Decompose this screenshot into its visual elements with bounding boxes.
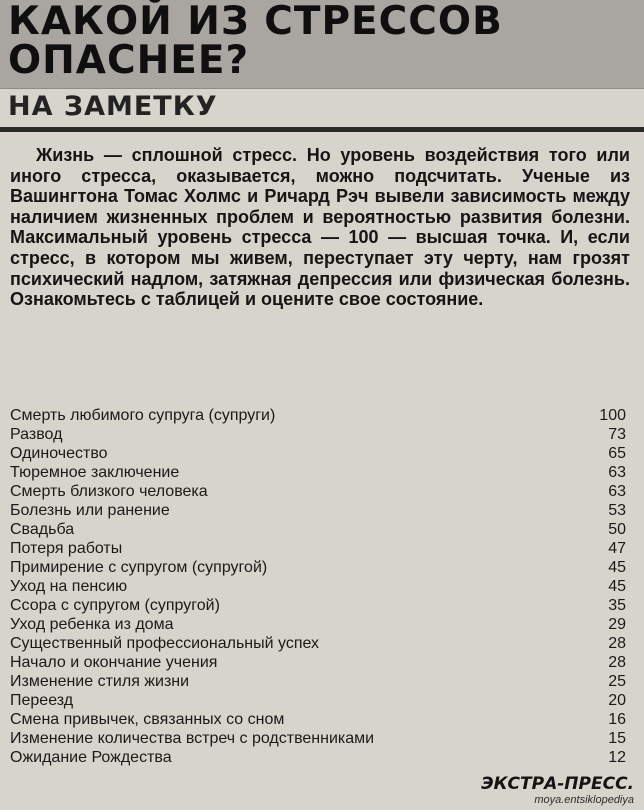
table-row — [10, 482, 626, 501]
publication-name: ЭКСТРА-ПРЕСС. — [481, 774, 634, 794]
table-row — [10, 748, 626, 767]
table-row — [10, 501, 626, 520]
table-row — [10, 463, 626, 482]
stress-table — [10, 406, 626, 767]
heading-rule — [0, 127, 644, 132]
event-name: Существенный профессиональный успех — [10, 635, 320, 652]
table-row — [10, 672, 626, 691]
stress-score: 20 — [608, 692, 626, 709]
event-name: Переезд — [10, 692, 74, 709]
table-row — [10, 406, 626, 425]
lead-paragraph: Жизнь — сплошной стресс. Но уровень воздействия того или иного стресса, оказывается, можно подсчитать. Ученые из Вашингтона Томас Холмс и Ричард Рэч вывели зависимость между наличием жизненных проблем и вероятностью развития болезни. Максимальный уровень стресса — 100 — высшая точка. И, если стресс, в котором мы живем, переступает эту черту, нам грозят психический надлом, затяжная депрессия или физическая болезнь. Ознакомьтесь с таблицей и оцените свое состояние. — [10, 145, 630, 310]
event-name: Болезнь или ранение — [10, 502, 170, 519]
table-row — [10, 653, 626, 672]
stress-score: 25 — [608, 673, 626, 690]
event-name: Смена привычек, связанных со сном — [10, 711, 285, 728]
stress-score: 73 — [608, 426, 626, 443]
event-name: Уход ребенка из дома — [10, 616, 174, 633]
table-row — [10, 615, 626, 634]
article-title: КАКОЙ ИЗ СТРЕССОВ ОПАСНЕЕ? — [8, 0, 503, 83]
stress-score: 28 — [608, 654, 626, 671]
stress-score: 29 — [608, 616, 626, 633]
stress-score: 15 — [608, 730, 626, 747]
stress-score: 28 — [608, 635, 626, 652]
table-row — [10, 539, 626, 558]
event-name: Одиночество — [10, 445, 108, 462]
event-name: Ссора с супругом (супругой) — [10, 597, 220, 614]
section-heading: НА ЗАМЕТКУ — [8, 91, 218, 122]
event-name: Смерть любимого супруга (супруги) — [10, 407, 276, 424]
event-name: Тюремное заключение — [10, 464, 180, 481]
table-row — [10, 634, 626, 653]
table-row — [10, 596, 626, 615]
stress-score: 65 — [608, 445, 626, 462]
event-name: Уход на пенсию — [10, 578, 128, 595]
event-name: Ожидание Рождества — [10, 749, 172, 766]
table-row — [10, 425, 626, 444]
table-row — [10, 691, 626, 710]
table-row — [10, 577, 626, 596]
table-row — [10, 444, 626, 463]
table-row — [10, 729, 626, 748]
event-name: Примирение с супругом (супругой) — [10, 559, 268, 576]
event-name: Развод — [10, 426, 63, 443]
stress-score: 63 — [608, 483, 626, 500]
event-name: Потеря работы — [10, 540, 123, 557]
stress-score: 47 — [608, 540, 626, 557]
table-row — [10, 558, 626, 577]
event-name: Изменение стиля жизни — [10, 673, 190, 690]
stress-score: 35 — [608, 597, 626, 614]
stress-score: 50 — [608, 521, 626, 538]
stress-score: 63 — [608, 464, 626, 481]
event-name: Свадьба — [10, 521, 75, 538]
table-row — [10, 520, 626, 539]
event-name: Изменение количества встреч с родственниками — [10, 730, 375, 747]
source-watermark: moya.entsiklopediya — [534, 794, 634, 806]
event-name: Смерть близкого человека — [10, 483, 208, 500]
stress-score: 100 — [599, 407, 626, 424]
stress-score: 45 — [608, 559, 626, 576]
table-row — [10, 710, 626, 729]
stress-score: 16 — [608, 711, 626, 728]
stress-score: 53 — [608, 502, 626, 519]
stress-score: 45 — [608, 578, 626, 595]
event-name: Начало и окончание учения — [10, 654, 218, 671]
stress-score: 12 — [608, 749, 626, 766]
